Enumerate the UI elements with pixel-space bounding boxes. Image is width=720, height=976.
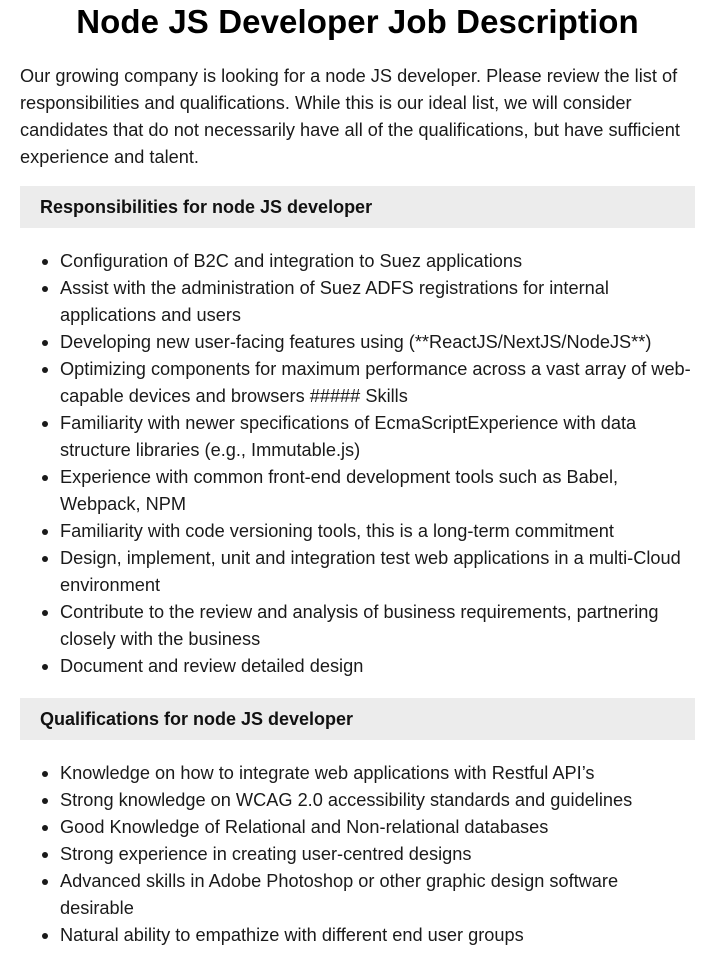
list-item: Strong knowledge on WCAG 2.0 accessibility standards and guidelines bbox=[60, 787, 695, 814]
list-item: Design, implement, unit and integration test web applications in a multi-Cloud environment bbox=[60, 545, 695, 599]
list-item: Familiarity with code versioning tools, this is a long-term commitment bbox=[60, 518, 695, 545]
list-item: Contribute to the review and analysis of business requirements, partnering closely with the business bbox=[60, 599, 695, 653]
list-item: Strong experience in creating user-centred designs bbox=[60, 841, 695, 868]
qualifications-heading: Qualifications for node JS developer bbox=[20, 698, 695, 740]
list-item: Advanced skills in Adobe Photoshop or other graphic design software desirable bbox=[60, 868, 695, 922]
list-item: Configuration of B2C and integration to Suez applications bbox=[60, 248, 695, 275]
intro-paragraph: Our growing company is looking for a node JS developer. Please review the list of responsibilities and qualifications. While this is our ideal list, we will consider candidates that do not necessarily have all of the qualifications, but have sufficient experience and talent. bbox=[20, 66, 680, 167]
list-item: Knowledge on how to integrate web applications with Restful API’s bbox=[60, 760, 695, 787]
list-item: Developing new user-facing features using (**ReactJS/NextJS/NodeJS**) bbox=[60, 329, 695, 356]
list-item: Natural ability to empathize with different end user groups bbox=[60, 922, 695, 949]
responsibilities-list bbox=[20, 248, 695, 680]
list-item: Experience with common front-end development tools such as Babel, Webpack, NPM bbox=[60, 464, 695, 518]
responsibilities-heading: Responsibilities for node JS developer bbox=[20, 186, 695, 228]
list-item: Optimizing components for maximum performance across a vast array of web-capable devices and browsers ##### Skills bbox=[60, 356, 695, 410]
list-item: Good Knowledge of Relational and Non-relational databases bbox=[60, 814, 695, 841]
list-item: Document and review detailed design bbox=[60, 653, 695, 680]
page-title: Node JS Developer Job Description bbox=[76, 3, 639, 40]
qualifications-list bbox=[20, 760, 695, 949]
list-item: Assist with the administration of Suez ADFS registrations for internal applications and users bbox=[60, 275, 695, 329]
list-item: Familiarity with newer specifications of EcmaScriptExperience with data structure libraries (e.g., Immutable.js) bbox=[60, 410, 695, 464]
